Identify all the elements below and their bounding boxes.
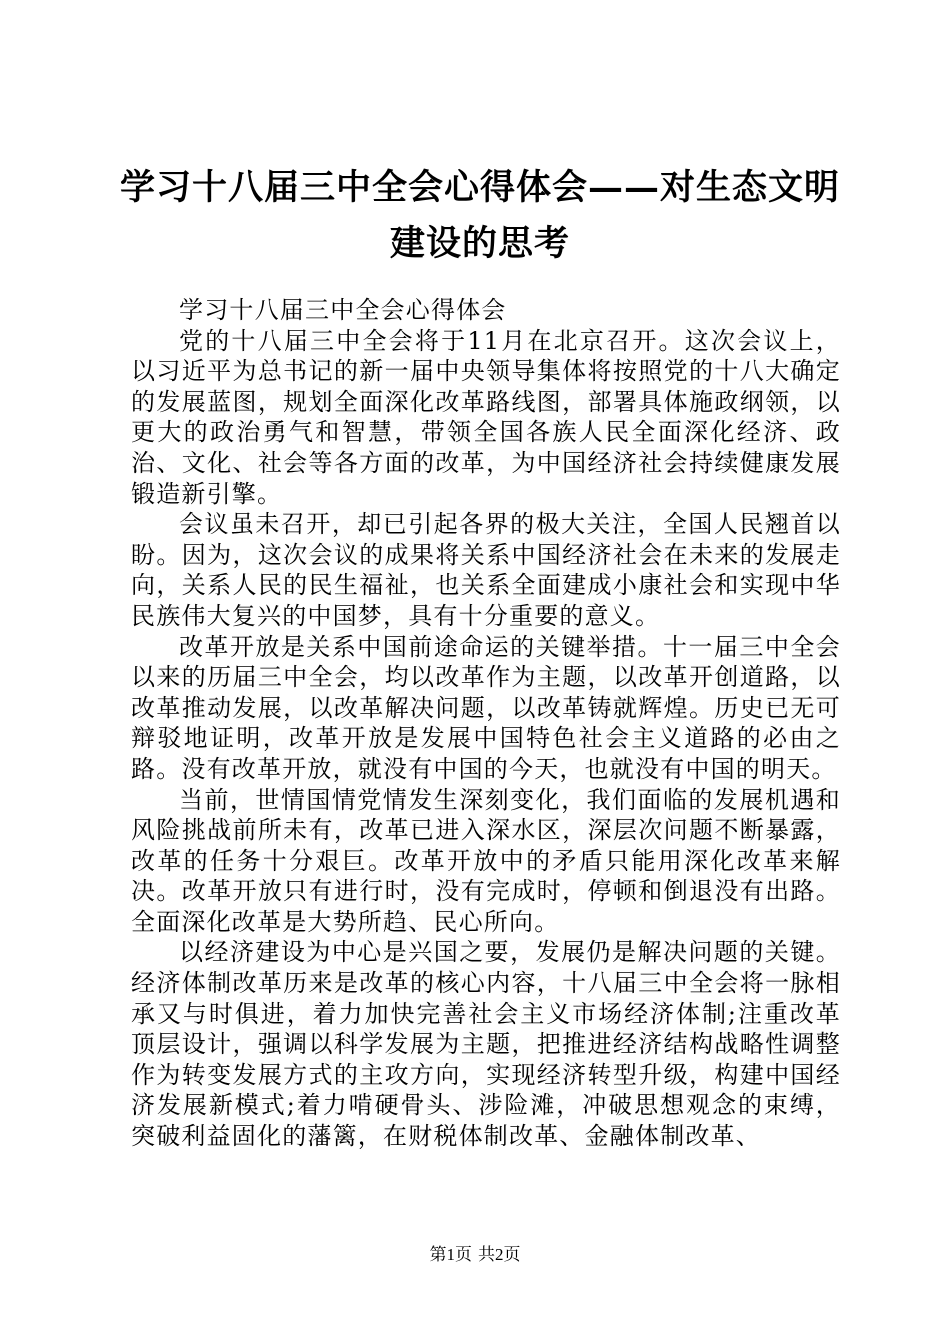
paragraph: 党的十八届三中全会将于11月在北京召开。这次会议上，以习近平为总书记的新一届中央领导集体将按照党的十八大确定的发展蓝图，规划全面深化改革路线图，部署具体施政纲领，以更大的政治勇气和智慧，带领全国各族人民全面深化经济、政治、文化、社会等各方面的改革，为中国经济社会持续健康发展锻造新引擎。 — [131, 326, 841, 508]
paragraph: 改革开放是关系中国前途命运的关键举措。十一届三中全会以来的历届三中全会，均以改革作为主题，以改革开创道路，以改革推动发展，以改革解决问题，以改革铸就辉煌。历史已无可辩驳地证明，改革开放是发展中国特色社会主义道路的必由之路。没有改革开放，就没有中国的今天，也就没有中国的明天。 — [131, 632, 841, 783]
document-title: 学习十八届三中全会心得体会——对生态文明建设的思考 — [120, 167, 841, 264]
paragraph: 以经济建设为中心是兴国之要，发展仍是解决问题的关键。经济体制改革历来是改革的核心内容，十八届三中全会将一脉相承又与时俱进，着力加快完善社会主义市场经济体制;注重改革顶层设计，强调以科学发展为主题，把推进经济结构战略性调整作为转变发展方式的主攻方向，实现经济转型升级，构建中国经济发展新模式;着力啃硬骨头、涉险滩，冲破思想观念的束缚，突破利益固化的藩篱，在财税体制改革、金融体制改革、 — [131, 938, 841, 1151]
document-subtitle: 学习十八届三中全会心得体会 — [179, 296, 507, 324]
document-body — [131, 295, 841, 1152]
page-number-total: 共2页 — [478, 1245, 521, 1264]
paragraph: 当前，世情国情党情发生深刻变化，我们面临的发展机遇和风险挑战前所未有，改革已进入深水区，深层次问题不断暴露，改革的任务十分艰巨。改革开放中的矛盾只能用深化改革来解决。改革开放只有进行时，没有完成时，停顿和倒退没有出路。全面深化改革是大势所趋、民心所向。 — [131, 785, 841, 936]
page-footer — [0, 1244, 950, 1266]
page-number-current: 第1页 — [429, 1245, 472, 1264]
paragraph: 会议虽未召开，却已引起各界的极大关注，全国人民翘首以盼。因为，这次会议的成果将关系中国经济社会在未来的发展走向，关系人民的民生福祉，也关系全面建成小康社会和实现中华民族伟大复兴的中国梦，具有十分重要的意义。 — [131, 510, 841, 630]
